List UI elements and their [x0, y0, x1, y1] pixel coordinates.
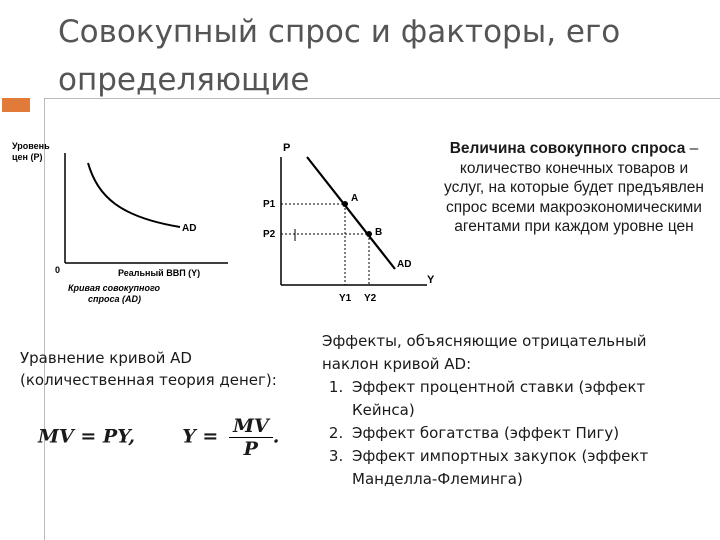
ad-curve: [88, 163, 180, 227]
ad-equations: [38, 415, 279, 460]
y1-label: Y1: [339, 293, 352, 304]
ad-line: [307, 157, 395, 269]
p2-label: P2: [263, 229, 276, 240]
equation-title: Уравнение кривой AD: [20, 349, 192, 367]
effects-list: [322, 376, 712, 491]
list-item: 2. Эффект богатства (эффект Пигу): [348, 422, 712, 445]
title-line-2: определяющие: [58, 62, 310, 98]
left-origin-label: 0: [55, 265, 61, 275]
point-b: [366, 231, 372, 237]
fraction-denominator: P: [243, 438, 258, 460]
effects-heading-2: наклон кривой AD:: [322, 355, 472, 373]
left-y-axis-label-2: цен (P): [12, 152, 43, 162]
equation-1: MV = PY,: [38, 425, 135, 448]
effects-block: [322, 330, 712, 491]
list-item: 1. Эффект процентной ставки (эффект Кейнса): [348, 376, 712, 422]
accent-square: [2, 98, 30, 112]
left-caption-2: спроса (AD): [88, 294, 142, 304]
point-b-label: B: [375, 227, 383, 238]
title-divider: [44, 98, 720, 99]
right-y-axis-label: P: [283, 142, 291, 154]
equation-2-lhs: Y =: [182, 425, 219, 448]
ad-definition-term: Величина совокупного спроса: [449, 140, 686, 157]
left-x-axis-label: Реальный ВВП (Y): [118, 268, 201, 278]
list-item: 3. Эффект импортных закупок (эффект Манделла-Флеминга): [348, 445, 712, 491]
equation-heading: [20, 347, 310, 391]
right-ad-label: AD: [397, 259, 412, 270]
effects-heading-1: Эффекты, объясняющие отрицательный: [322, 332, 647, 350]
fraction-numerator: MV: [229, 415, 273, 438]
point-a-label: A: [351, 193, 359, 204]
point-a: [342, 201, 348, 207]
ad-curve-graph: [10, 135, 250, 315]
slide-title: [58, 8, 698, 104]
ad-definition-text: – количество конечных товаров и услуг, на которые будет предъявлен спрос всеми макроэкономическими агентами при каждом уровне цен: [444, 140, 704, 235]
left-ad-label: AD: [182, 223, 197, 234]
left-y-axis-label-1: Уровень: [12, 141, 50, 151]
title-line-1: Совокупный спрос и факторы, его: [58, 14, 621, 50]
price-output-graph: [255, 135, 440, 315]
p1-label: P1: [263, 199, 276, 210]
y2-label: Y2: [364, 293, 377, 304]
left-caption-1: Кривая совокупного: [68, 283, 161, 293]
equation-subtitle: (количественная теория денег):: [20, 371, 277, 389]
equation-2-end: .: [272, 425, 280, 448]
ad-definition: [438, 139, 710, 237]
equation-2-fraction: [229, 415, 273, 460]
right-x-axis-label: Y: [427, 274, 435, 286]
